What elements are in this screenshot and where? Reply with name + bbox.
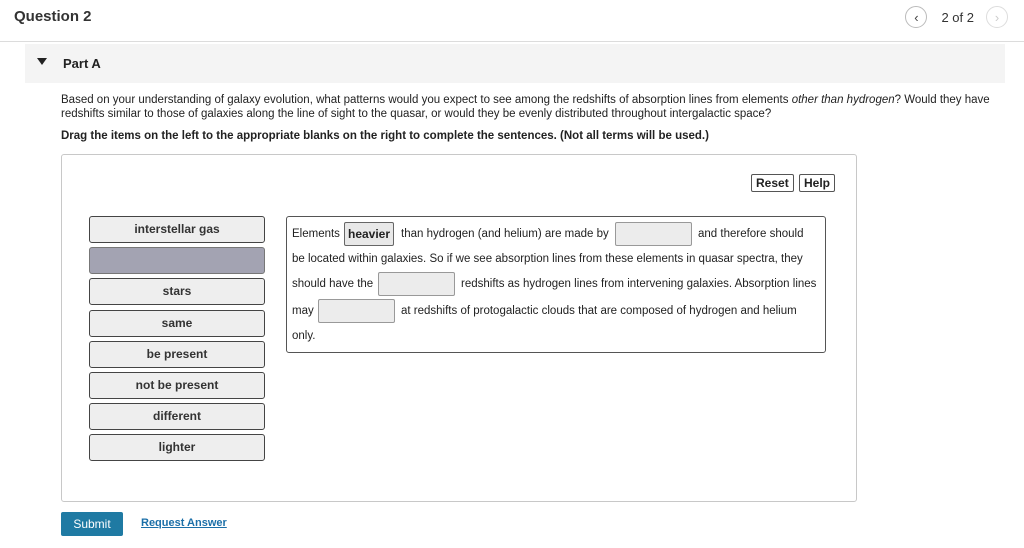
- drag-drop-area: [61, 154, 857, 502]
- page-indicator: 2 of 2: [941, 9, 974, 25]
- drag-tile-stars[interactable]: stars: [89, 278, 265, 305]
- chevron-right-icon: ›: [994, 9, 1000, 25]
- question-text-after: ? Would they have redshifts similar to those of galaxies along the line of sight to the quasar, or would they be evenly distributed throughout intergalactic space?: [61, 94, 990, 120]
- sentence-line3-b: redshifts as hydrogen lines from intervening galaxies. Absorption lines: [461, 278, 817, 290]
- sentence-line5: only.: [292, 330, 316, 342]
- drag-tile-not-be-present[interactable]: not be present: [89, 372, 265, 399]
- drag-tile-empty-slot: [89, 247, 265, 274]
- question-text-emphasis: other than hydrogen: [791, 94, 895, 106]
- drag-tile-lighter[interactable]: lighter: [89, 434, 265, 461]
- help-button[interactable]: Help: [799, 174, 835, 192]
- submit-button[interactable]: Submit: [61, 512, 123, 536]
- sentence-line1-c: and therefore should: [698, 228, 804, 240]
- drag-instruction: Drag the items on the left to the appropriate blanks on the right to complete the sentences. (Not all terms will be used.): [61, 130, 709, 142]
- next-question-button[interactable]: [986, 6, 1008, 28]
- drag-tile-same[interactable]: same: [89, 310, 265, 337]
- question-pager: [905, 6, 1008, 28]
- question-prompt: [61, 93, 1006, 121]
- sentence-line3-a: should have the: [292, 278, 374, 290]
- drag-tile-interstellar-gas[interactable]: interstellar gas: [89, 216, 265, 243]
- reset-button[interactable]: Reset: [751, 174, 794, 192]
- drag-tile-different[interactable]: different: [89, 403, 265, 430]
- question-text-before: Based on your understanding of galaxy evolution, what patterns would you expect to see among the redshifts of absorption lines from elements: [61, 94, 792, 106]
- caret-down-icon: [37, 58, 47, 65]
- sentence-line2: be located within galaxies. So if we see absorption lines from these elements in quasar spectra, they: [292, 253, 803, 265]
- drop-blank-2[interactable]: [615, 222, 692, 246]
- question-title: Question 2: [14, 8, 92, 25]
- drag-tile-be-present[interactable]: be present: [89, 341, 265, 368]
- drop-blank-1[interactable]: heavier: [344, 222, 394, 246]
- request-answer-link[interactable]: Request Answer: [141, 517, 227, 529]
- sentence-line4-a: may: [292, 305, 314, 317]
- sentence-line1-a: Elements: [292, 228, 340, 240]
- chevron-left-icon: ‹: [914, 9, 919, 25]
- question-header: [0, 0, 1024, 42]
- sentence-drop-area: [286, 216, 826, 353]
- part-label: Part A: [63, 56, 101, 71]
- part-a-toggle[interactable]: [25, 44, 1005, 83]
- sentence-line4-b: at redshifts of protogalactic clouds that are composed of hydrogen and helium: [401, 305, 797, 317]
- previous-question-button[interactable]: [905, 6, 927, 28]
- drop-blank-4[interactable]: [318, 299, 395, 323]
- drop-blank-3[interactable]: [378, 272, 455, 296]
- sentence-line1-b: than hydrogen (and helium) are made by: [401, 228, 609, 240]
